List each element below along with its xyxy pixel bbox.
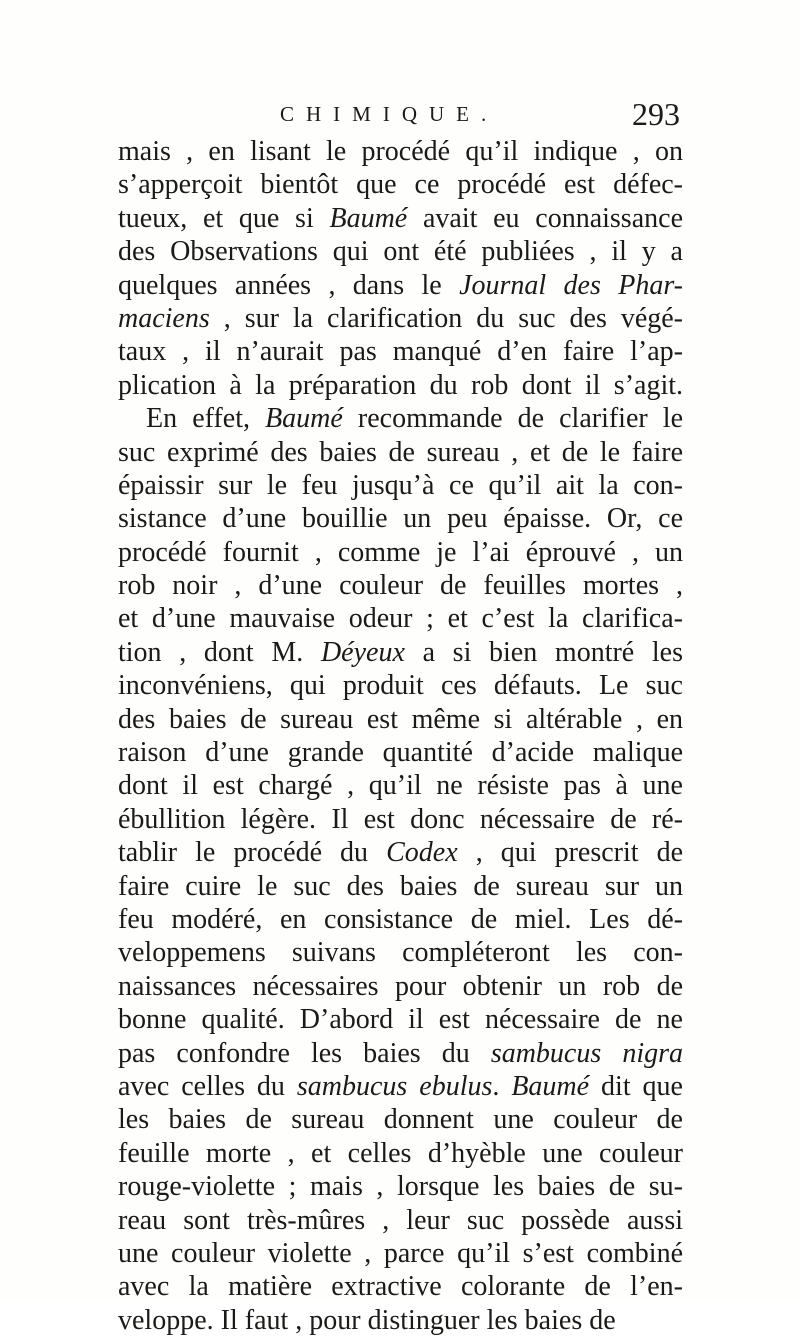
text-line (118, 1237, 683, 1270)
text-segment: quelques années , dans le (118, 269, 460, 301)
text-line (118, 1003, 683, 1036)
text-segment: plication à la préparation du rob dont il s’agit. (118, 369, 683, 401)
italic-text: Baumé (265, 403, 343, 435)
text-line (118, 369, 683, 402)
text-line (118, 1204, 683, 1237)
italic-text: maciens (118, 302, 210, 334)
text-line (118, 1137, 683, 1170)
text-line (118, 269, 683, 302)
text-segment: veloppemens suivans compléteront les con- (118, 937, 683, 969)
text-line (118, 1170, 683, 1203)
text-line (118, 836, 683, 869)
text-segment: faire cuire le suc des baies de sureau sur un (118, 870, 683, 902)
text-line (118, 1037, 683, 1070)
text-segment: rouge-violette ; mais , lorsque les baies de su- (118, 1171, 683, 1203)
page-number: 293 (632, 96, 680, 132)
text-segment: tablir le procédé du (118, 837, 387, 869)
text-line (118, 569, 683, 602)
text-line (118, 1304, 683, 1337)
text-line (118, 302, 683, 335)
text-line (118, 135, 683, 168)
text-line (118, 936, 683, 969)
text-segment: des baies de sureau est même si altérable , en (118, 703, 683, 735)
text-segment: feu modéré, en consistance de miel. Les dé- (118, 903, 683, 935)
text-line (118, 769, 683, 802)
text-segment: tion , dont M. (118, 636, 321, 668)
text-segment: tueux, et que si (118, 202, 330, 234)
text-segment: bonne qualité. D’abord il est nécessaire de ne (118, 1004, 683, 1036)
text-line (118, 669, 683, 702)
italic-text: Codex (386, 837, 458, 869)
text-line (118, 402, 683, 435)
text-segment: dont il est chargé , qu’il ne résiste pas à une (118, 770, 683, 802)
text-segment: avec celles du (118, 1070, 297, 1102)
text-segment: recommande de clarifier le (342, 403, 683, 435)
text-line (118, 903, 683, 936)
text-line (118, 1270, 683, 1303)
text-segment: procédé fournit , comme je l’ai éprouvé , un (118, 536, 683, 568)
italic-text: sambucus nigra (490, 1037, 683, 1069)
text-line (118, 970, 683, 1003)
text-segment: dit que (589, 1070, 683, 1102)
text-line (118, 436, 683, 469)
text-segment: feuille morte , et celles d’hyèble une couleur (118, 1137, 683, 1169)
text-line (118, 636, 683, 669)
text-line (118, 502, 683, 535)
text-segment: rob noir , d’une couleur de feuilles mortes , (118, 570, 683, 602)
text-segment: inconvéniens, qui produit ces défauts. Le suc (118, 670, 683, 702)
text-line (118, 736, 683, 769)
text-segment: ébullition légère. Il est donc nécessaire de ré- (118, 803, 683, 835)
text-line (118, 536, 683, 569)
text-segment: pas confondre les baies du (118, 1037, 491, 1069)
text-line (118, 870, 683, 903)
text-segment: suc exprimé des baies de sureau , et de le faire (118, 436, 683, 468)
text-segment: les baies de sureau donnent une couleur de (118, 1104, 683, 1136)
body-text (118, 135, 683, 1337)
text-segment: avait eu connaissance (407, 202, 683, 234)
page-header (120, 96, 680, 136)
text-segment: sistance d’une bouillie un peu épaisse. Or, ce (118, 503, 683, 535)
text-line (118, 703, 683, 736)
text-line (118, 602, 683, 635)
italic-text: Déyeux (320, 636, 405, 668)
text-segment: taux , il n’aurait pas manqué d’en faire l’ap- (118, 336, 683, 368)
text-line (118, 335, 683, 368)
text-segment: avec la matière extractive colorante de l’en- (118, 1271, 683, 1303)
text-segment: reau sont très-mûres , leur suc possède aussi (118, 1204, 683, 1236)
text-segment: une couleur violette , parce qu’il s’est combiné (118, 1237, 683, 1269)
text-segment: naissances nécessaires pour obtenir un rob de (118, 970, 683, 1002)
text-line (118, 168, 683, 201)
italic-text: Journal des Phar- (459, 269, 683, 301)
italic-text: Baumé (329, 202, 408, 234)
text-segment: , sur la clarification du suc des végé- (209, 302, 683, 334)
text-line (118, 202, 683, 235)
text-segment: des Observations qui ont été publiées , il y a (118, 236, 683, 268)
text-segment: s’apperçoit bientôt que ce procédé est défec- (118, 169, 683, 201)
text-line (118, 1103, 683, 1136)
italic-text: sambucus ebulus (296, 1070, 493, 1102)
text-segment: épaissir sur le feu jusqu’à ce qu’il ait la con- (118, 469, 683, 501)
italic-text: Baumé (511, 1070, 590, 1102)
text-line (118, 469, 683, 502)
text-line (118, 803, 683, 836)
running-title: CHIMIQUE. (280, 102, 499, 126)
text-segment: raison d’une grande quantité d’acide malique (118, 737, 683, 769)
text-segment: mais , en lisant le procédé qu’il indique , on (118, 136, 683, 167)
text-segment: , qui prescrit de (457, 837, 684, 869)
text-segment: a si bien montré les (404, 636, 684, 668)
text-line (118, 1070, 683, 1103)
text-segment: . (492, 1070, 512, 1102)
text-segment: et d’une mauvaise odeur ; et c’est la clarifica- (118, 603, 683, 635)
text-segment: veloppe. Il faut , pour distinguer les baies de (118, 1304, 616, 1336)
text-line (118, 235, 683, 268)
text-segment: En effet, (146, 403, 266, 435)
